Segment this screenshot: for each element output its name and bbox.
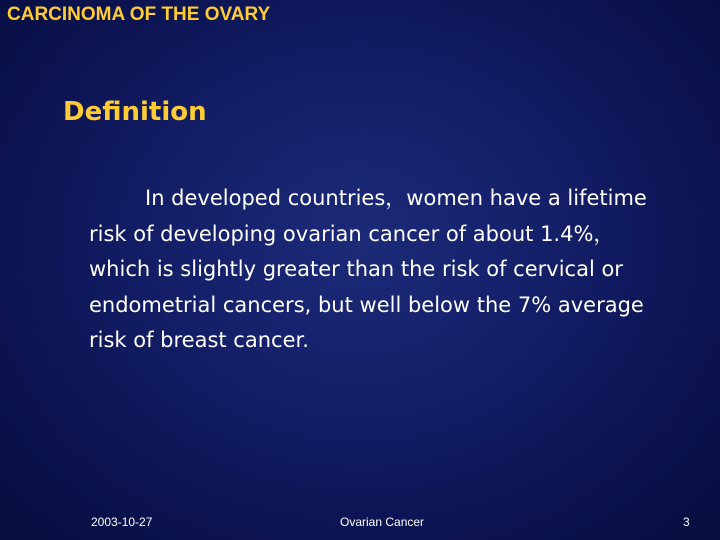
slide-body-text: In developed countries，women have a lifetime risk of developing ovarian cancer of about 1.4%，which is slightly greater than the risk of cervical or endometrial cancers, but well below the 7% average risk of breast cancer.	[89, 186, 647, 352]
footer-page-number: 3	[683, 515, 690, 529]
footer-date: 2003-10-27	[91, 515, 153, 529]
slide-header: CARCINOMA OF THE OVARY	[7, 4, 271, 25]
slide-title: Definition	[63, 97, 207, 127]
footer-title: Ovarian Cancer	[340, 515, 425, 529]
